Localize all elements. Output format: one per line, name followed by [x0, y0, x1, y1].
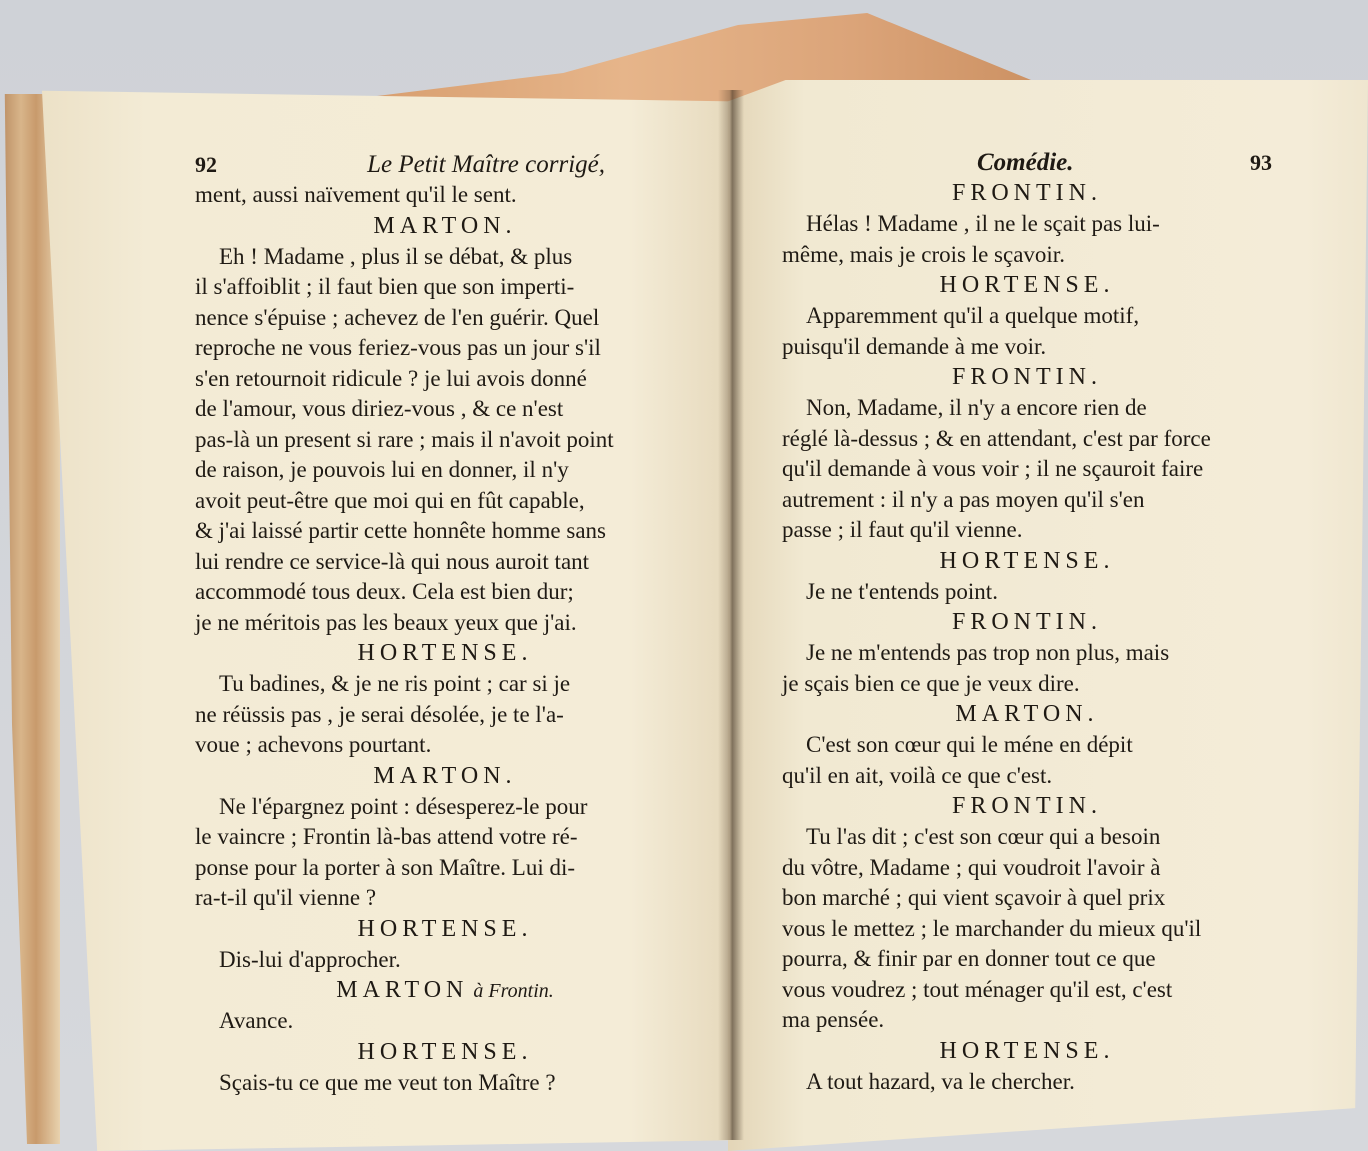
speaker-name: HORTENSE.: [357, 915, 533, 942]
text-line: le vaincre ; Frontin là-bas attend votre ré-: [195, 824, 578, 849]
speaker-name: MARTON.: [373, 762, 517, 789]
text-line: même, mais je crois le sçavoir.: [782, 241, 1065, 267]
text-line: vous le mettez ; le marchander du mieux qu'il: [782, 915, 1202, 941]
text-line: Apparemment qu'il a quelque motif,: [806, 303, 1140, 328]
speaker-name: HORTENSE.: [357, 1038, 533, 1065]
text-line: voue ; achevons pourtant.: [195, 732, 432, 757]
text-line: qu'il en ait, voilà ce que c'est.: [782, 762, 1053, 788]
text-line: je ne méritois pas les beaux yeux que j'ai.: [195, 609, 577, 635]
speaker-heading: [782, 699, 1272, 730]
text-line: ponse pour la porter à son Maître. Lui di-: [195, 854, 576, 880]
text-line: C'est son cœur qui le méne en dépit: [806, 732, 1133, 757]
text-line: Sçais-tu ce que me veut ton Maître ?: [219, 1069, 556, 1095]
text-line: vous voudrez ; tout ménager qu'il est, c'est: [782, 976, 1173, 1002]
text-line: qu'il demande à vous voir ; il ne sçauroit faire: [782, 456, 1204, 481]
left-running-title: Le Petit Maître corrigé,: [367, 151, 605, 178]
text-line: autrement : il n'y a pas moyen qu'il s'en: [782, 486, 1145, 512]
speaker-name: MARTON.: [955, 701, 1099, 727]
text-line: ne réüssis pas , je serai désolée, je te l'a-: [195, 701, 564, 727]
text-line: Ne l'épargnez point : désesperez-le pour: [219, 793, 588, 819]
right-running-header: [782, 148, 1272, 178]
book-gutter: [718, 90, 744, 1140]
speaker-heading: [195, 211, 695, 242]
text-line: Je ne t'entends point.: [806, 578, 998, 604]
speaker-name: HORTENSE.: [357, 640, 533, 666]
speaker-heading: [195, 914, 695, 945]
speaker-name: MARTON.: [373, 212, 517, 239]
text-line: accommodé tous deux. Cela est bien dur;: [195, 579, 574, 604]
right-page-number: 93: [1250, 150, 1272, 175]
speaker-name: FRONTIN.: [951, 793, 1102, 819]
text-line: ment, aussi naïvement qu'il le sent.: [195, 182, 517, 207]
speaker-name: FRONTIN.: [951, 180, 1102, 206]
text-line: passe ; il faut qu'il vienne.: [782, 517, 1023, 542]
text-line: Tu l'as dit ; c'est son cœur qui a besoin: [806, 824, 1161, 849]
text-line: Je ne m'entends pas trop non plus, mais: [806, 640, 1170, 665]
speaker-heading: [782, 546, 1272, 577]
text-line: Tu badines, & je ne ris point ; car si je: [219, 671, 571, 696]
text-line: avoit peut-être que moi qui en fût capable,: [195, 487, 585, 513]
speaker-name: MARTON: [336, 977, 469, 1003]
speaker-heading: [782, 270, 1272, 301]
text-line: ma pensée.: [782, 1007, 885, 1032]
text-line: pourra, & finir par en donner tout ce que: [782, 946, 1156, 971]
text-line: bon marché ; qui vient sçavoir à quel prix: [782, 885, 1166, 910]
text-line: du vôtre, Madame ; qui voudroit l'avoir à: [782, 854, 1161, 880]
speaker-heading: [195, 638, 695, 669]
text-line: nence s'épuise ; achevez de l'en guérir. Quel: [195, 304, 600, 330]
speaker-heading: [782, 607, 1272, 638]
right-running-title: Comédie.: [977, 149, 1074, 176]
stage-direction: à Frontin.: [468, 980, 554, 1002]
text-line: ra-t-il qu'il vienne ?: [195, 885, 377, 910]
right-page-lines: [782, 178, 1272, 1097]
text-line: & j'ai laissé partir cette honnête homme sans: [195, 518, 606, 543]
right-page-text: [782, 148, 1272, 1097]
text-line: s'en retournoit ridicule ? je lui avois donné: [195, 365, 587, 391]
text-line: puisqu'il demande à me voir.: [782, 333, 1047, 359]
speaker-name: HORTENSE.: [939, 1037, 1115, 1064]
left-running-header: [195, 150, 695, 180]
speaker-name: HORTENSE.: [939, 547, 1115, 574]
text-line: Non, Madame, il n'y a encore rien de: [806, 395, 1147, 420]
text-line: Hélas ! Madame , il ne le sçait pas lui-: [806, 211, 1160, 236]
text-line: lui rendre ce service-là qui nous auroit tant: [195, 548, 590, 574]
speaker-heading: [782, 1036, 1272, 1067]
speaker-heading: [195, 975, 695, 1006]
text-line: pas-là un present si rare ; mais il n'avoit point: [195, 426, 614, 452]
speaker-heading: [782, 178, 1272, 209]
left-page-lines: [195, 180, 695, 1098]
speaker-heading: [195, 1037, 695, 1068]
speaker-heading: [782, 362, 1272, 393]
speaker-heading: [195, 761, 695, 792]
text-line: de raison, je pouvois lui en donner, il n'y: [195, 457, 569, 482]
text-line: Avance.: [219, 1008, 294, 1033]
text-line: il s'affoiblit ; il faut bien que son imperti-: [195, 274, 575, 299]
text-line: de l'amour, vous diriez-vous , & ce n'est: [195, 396, 564, 421]
text-line: Eh ! Madame , plus il se débat, & plus: [219, 243, 573, 269]
speaker-name: FRONTIN.: [951, 609, 1102, 635]
left-page-text: [195, 150, 695, 1098]
text-line: reproche ne vous feriez-vous pas un jour s'il: [195, 335, 601, 360]
text-line: A tout hazard, va le chercher.: [806, 1068, 1075, 1094]
text-line: Dis-lui d'approcher.: [219, 946, 401, 972]
speaker-name: FRONTIN.: [951, 364, 1102, 390]
text-line: je sçais bien ce que je veux dire.: [782, 670, 1080, 696]
text-line: réglé là-dessus ; & en attendant, c'est par force: [782, 425, 1211, 451]
speaker-name: HORTENSE.: [939, 272, 1115, 298]
left-page-number: 92: [195, 152, 217, 177]
speaker-heading: [782, 791, 1272, 822]
